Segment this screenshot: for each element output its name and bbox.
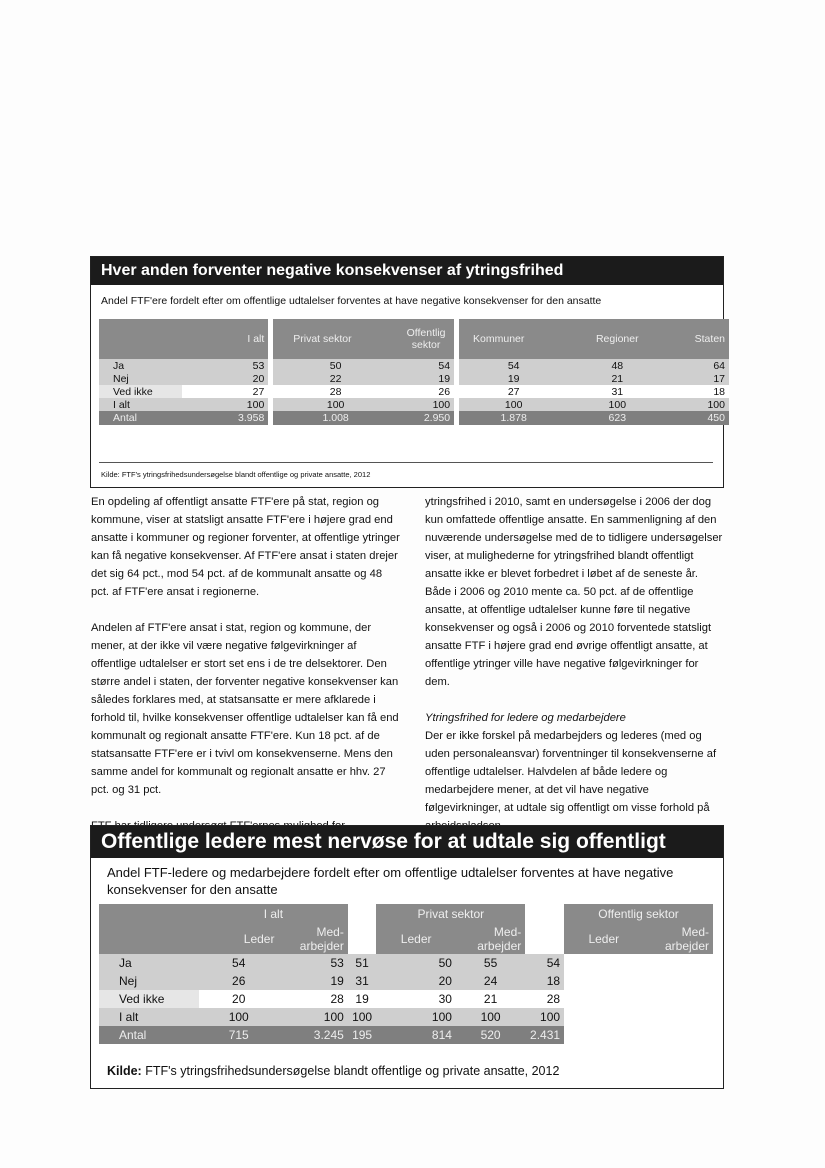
table-cell: 22 (273, 372, 398, 385)
table1-subtitle: Andel FTF'ere fordelt efter om offentlige udtalelser forventes at have negative konsekvenser for den ansatte (101, 295, 602, 307)
row-label: Ved ikke (99, 385, 182, 398)
row-label: Nej (99, 972, 199, 990)
table2-source-text: FTF's ytringsfrihedsundersøgelse blandt offentlige og private ansatte, 2012 (141, 1064, 560, 1078)
table-cell: 100 (273, 398, 398, 411)
table1-row (99, 411, 729, 425)
table-cell: 54 (459, 359, 568, 372)
table-cell: 100 (525, 1008, 564, 1026)
right-paragraph-1: ytringsfrihed i 2010, samt en undersøgelse i 2006 der dog kun omfattede offentlige ansatte. En sammenligning af den nuværende undersøgelse med de to tidligere undersøgelser viser, at mulighederne for ytringsfrihed blandt offentligt ansatte ikke er blevet forbedret i løbet af de seneste år. Både i 2006 og 2010 mente ca. 50 pct. af de offentlige ansatte, at offentlige udtalelser kunne føre til negative konsekvenser og også i 2006 og 2010 forventede statsligt ansatte FTF i højere grad end øvrige offentligt ansatte, at offentlige ytringer ville have negative følgevirkninger for dem. (425, 496, 723, 688)
table-cell: 27 (182, 385, 269, 398)
table-cell: 19 (348, 990, 377, 1008)
table-cell: 28 (525, 990, 564, 1008)
table-cell: 100 (568, 398, 666, 411)
table2-row (99, 990, 713, 1008)
table2-row (99, 1008, 713, 1026)
table-cell: 3.958 (182, 411, 269, 425)
table1-row (99, 372, 729, 385)
table-cell: 715 (199, 1026, 279, 1044)
table1-row (99, 359, 729, 372)
left-column (91, 493, 401, 853)
row-label: Nej (99, 372, 182, 385)
table1-col-header: Offentlig sektor (398, 319, 454, 359)
table1-divider (99, 462, 713, 463)
table-cell: 19 (278, 972, 347, 990)
table2-sub-header: Leder (564, 924, 644, 954)
table-cell: 53 (182, 359, 269, 372)
table-cell: 17 (666, 372, 729, 385)
table1-row (99, 385, 729, 398)
table-cell: 195 (348, 1026, 377, 1044)
table-cell: 21 (568, 372, 666, 385)
table1-box (90, 256, 724, 488)
table2-row (99, 954, 713, 972)
table-cell: 100 (398, 398, 454, 411)
table-cell: 1.008 (273, 411, 398, 425)
table-cell: 54 (199, 954, 279, 972)
table-cell: 50 (273, 359, 398, 372)
table-cell: 450 (666, 411, 729, 425)
table-cell: 2.950 (398, 411, 454, 425)
table-cell: 31 (568, 385, 666, 398)
table-cell: 26 (199, 972, 279, 990)
table1-row (99, 398, 729, 411)
row-label: I alt (99, 398, 182, 411)
table-cell: 31 (348, 972, 377, 990)
table-cell: 50 (376, 954, 456, 972)
table-cell: 20 (199, 990, 279, 1008)
table-cell: 100 (348, 1008, 377, 1026)
table-cell: 19 (398, 372, 454, 385)
table1-col-header: Kommuner (459, 319, 568, 359)
table1-col-header: Staten (666, 319, 729, 359)
table2-source (107, 1064, 559, 1078)
table2-box (90, 825, 724, 1089)
table1-corner (99, 319, 182, 359)
row-label: Antal (99, 411, 182, 425)
row-label: Ved ikke (99, 990, 199, 1008)
row-label: Ja (99, 954, 199, 972)
table2-title: Offentlige ledere mest nervøse for at udtale sig offentligt (91, 826, 723, 858)
right-column (425, 493, 725, 853)
table-cell: 520 (456, 1026, 525, 1044)
left-paragraph-2: Andelen af FTF'ere ansat i stat, region og kommune, der mener, at der ikke vil være negative følgevirkninger af offentlige udtalelser er stort set ens i de tre delsektorer. Den større andel i staten, der forventer negative konsekvenser kan således forklares med, at statsansatte er mere afklarede i forhold til, hvilke konsekvenser offentlige udtalelser kan få end kommunalt og regionalt ansatte FTF'ere. Kun 18 pct. af de statsansatte FTF'ere er i tvivl om konsekvenserne. Mens den samme andel for kommunalt og regionalt ansatte er hhv. 27 pct. og 31 pct. (91, 622, 399, 796)
table-cell: 100 (278, 1008, 347, 1026)
right-subheading: Ytringsfrihed for ledere og medarbejdere (425, 712, 626, 724)
table-cell: 27 (459, 385, 568, 398)
table-cell: 55 (456, 954, 525, 972)
table-cell: 28 (273, 385, 398, 398)
table-cell: 100 (376, 1008, 456, 1026)
row-label: Antal (99, 1026, 199, 1044)
table-cell: 623 (568, 411, 666, 425)
table-cell: 18 (525, 972, 564, 990)
table-cell: 2.431 (525, 1026, 564, 1044)
table1-col-header: Privat sektor (273, 319, 398, 359)
table-cell: 1.878 (459, 411, 568, 425)
table1-col-header: I alt (182, 319, 269, 359)
table2-group-header: I alt (199, 904, 348, 924)
table-cell: 51 (348, 954, 377, 972)
table2 (99, 904, 713, 1044)
table-cell: 100 (666, 398, 729, 411)
table-cell: 18 (666, 385, 729, 398)
left-paragraph-1: En opdeling af offentligt ansatte FTF'ere på stat, region og kommune, viser at statsligt ansatte FTF'ere i højere grad end ansatte i kommuner og regioner forventer, at offentlige ytringer kan få negative konsekvenser. Af FTF'ere ansat i staten drejer det sig 64 pct., mod 54 pct. af de kommunalt ansatte og 48 pct. af FTF'ere ansat i regionerne. (91, 496, 400, 598)
table-cell: 54 (398, 359, 454, 372)
table1-title: Hver anden forventer negative konsekvenser af ytringsfrihed (91, 257, 723, 285)
table-cell: 28 (278, 990, 347, 1008)
table-cell: 64 (666, 359, 729, 372)
table-cell: 100 (199, 1008, 279, 1026)
table2-row (99, 972, 713, 990)
table-cell: 3.245 (278, 1026, 347, 1044)
table-cell: 814 (376, 1026, 456, 1044)
table2-sub-header: Leder (199, 924, 279, 954)
table-cell: 54 (525, 954, 564, 972)
table-cell: 100 (182, 398, 269, 411)
table-cell: 30 (376, 990, 456, 1008)
table-cell: 100 (456, 1008, 525, 1026)
table2-subtitle: Andel FTF-ledere og medarbejdere fordelt efter om offentlige udtalelser forventes at have negative konsekvenser for den ansatte (107, 865, 674, 897)
table1 (99, 319, 729, 425)
table2-group-header: Offentlig sektor (564, 904, 713, 924)
table2-source-label: Kilde: (107, 1064, 142, 1078)
table-cell: 21 (456, 990, 525, 1008)
row-label: Ja (99, 359, 182, 372)
right-paragraph-2: Der er ikke forskel på medarbejders og lederes (med og uden personaleansvar) forventninger til konsekvenserne af offentlige udtalelser. Halvdelen af både ledere og medarbejdere mener, at det vil have negative følgevirkninger, at udtale sig offentligt om visse forhold på (425, 730, 717, 814)
table2-row (99, 1026, 713, 1044)
table-cell: 100 (459, 398, 568, 411)
table2-sub-header: Med-arbejder (278, 924, 347, 954)
table-cell: 20 (182, 372, 269, 385)
table-cell: 26 (398, 385, 454, 398)
table-cell: 19 (459, 372, 568, 385)
table-cell: 48 (568, 359, 666, 372)
table-cell: 20 (376, 972, 456, 990)
table-cell: 24 (456, 972, 525, 990)
table1-source: Kilde: FTF's ytringsfrihedsundersøgelse blandt offentlige og private ansatte, 2012 (101, 470, 371, 479)
table2-corner (99, 904, 199, 954)
table-cell: 53 (278, 954, 347, 972)
table2-group-header: Privat sektor (376, 904, 525, 924)
table2-sub-header: Med-arbejder (456, 924, 525, 954)
row-label: I alt (99, 1008, 199, 1026)
table2-sub-header: Med-arbejder (644, 924, 713, 954)
table2-sub-header: Leder (376, 924, 456, 954)
table1-col-header: Regioner (568, 319, 666, 359)
